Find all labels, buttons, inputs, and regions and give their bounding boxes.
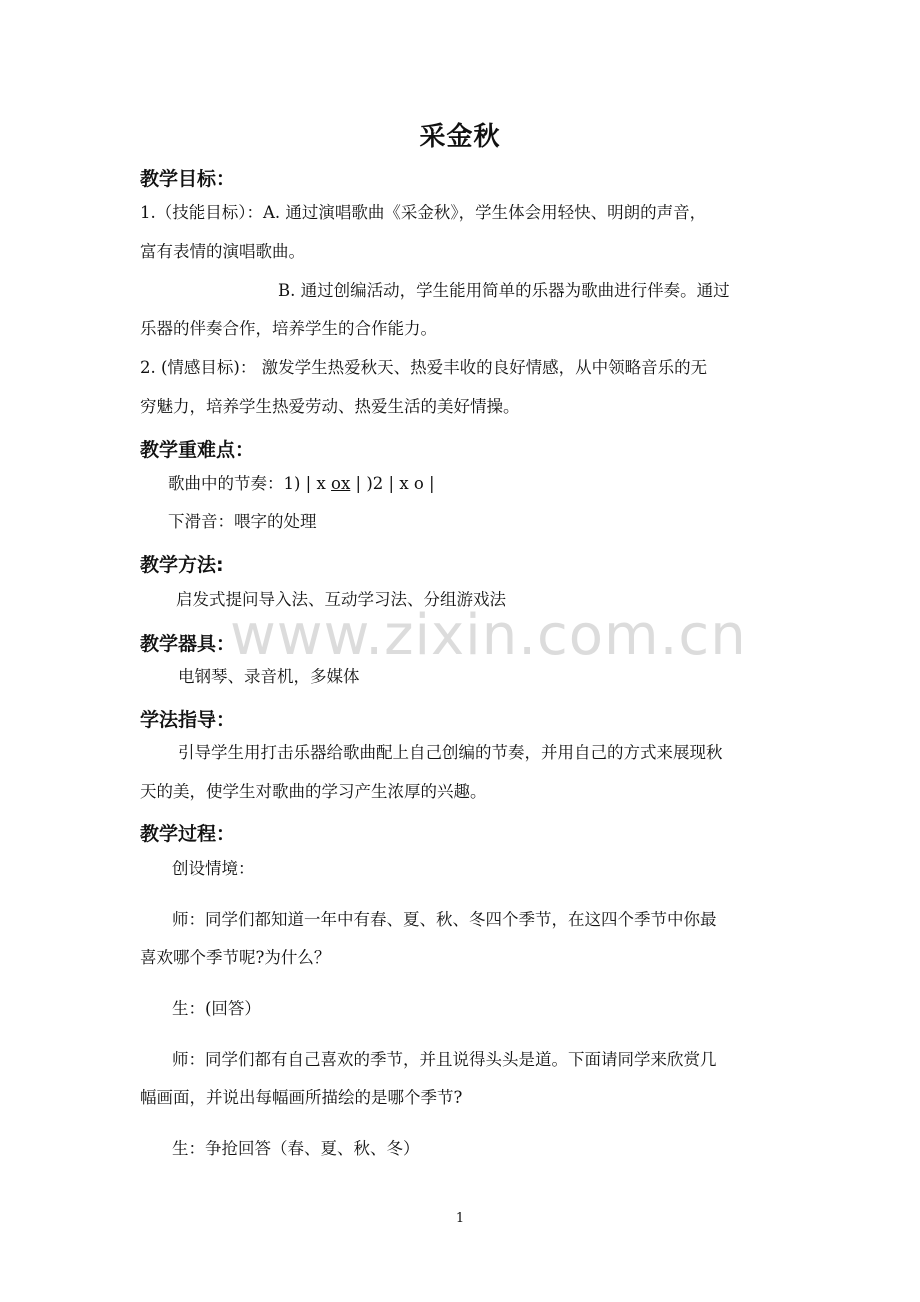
tools-line: 电钢琴、录音机，多媒体 xyxy=(178,667,360,686)
goal2-line2: 穷魅力，培养学生热爱劳动、热爱生活的美好情操。 xyxy=(140,397,520,416)
rhythm-line xyxy=(168,476,816,493)
teacher1-line2: 喜欢哪个季节呢?为什么？ xyxy=(140,948,331,967)
guide-line2: 天的美，使学生对歌曲的学习产生浓厚的兴趣。 xyxy=(140,782,487,801)
slide-line: 下滑音：喂字的处理 xyxy=(168,512,317,531)
document-title: 采金秋 xyxy=(419,122,501,152)
goal2-line1: 2. (情感目标)： 激发学生热爱秋天、热爱丰收的良好情感，从中领略音乐的无 xyxy=(140,358,708,377)
heading-guide: 学法指导： xyxy=(140,709,236,731)
goal1-line1: 1.（技能目标）：A. 通过演唱歌曲《采金秋》，学生体会用轻快、明朗的声音， xyxy=(140,203,707,222)
page-number: 1 xyxy=(455,1211,465,1226)
method-line: 启发式提问导入法、互动学习法、分组游戏法 xyxy=(176,590,506,609)
teacher2-line1: 师：同学们都有自己喜欢的季节，并且说得头头是道。下面请同学来欣赏几 xyxy=(172,1050,717,1069)
scene-line: 创设情境： xyxy=(172,859,255,878)
rhythm-underlined: ox xyxy=(331,474,351,493)
heading-goals: 教学目标： xyxy=(140,168,236,190)
goal1-line2: 富有表情的演唱歌曲。 xyxy=(140,242,305,261)
student2-line: 生：争抢回答（春、夏、秋、冬） xyxy=(172,1139,420,1158)
teacher1-line1: 师：同学们都知道一年中有春、夏、秋、冬四个季节，在这四个季节中你最 xyxy=(172,910,717,929)
heading-tools: 教学器具： xyxy=(140,633,236,655)
rhythm-suffix: | )2 | x o | xyxy=(350,474,435,493)
student1-line: 生：(回答） xyxy=(172,999,261,1018)
heading-process: 教学过程： xyxy=(140,823,236,845)
goal1b-line2: 乐器的伴奏合作，培养学生的合作能力。 xyxy=(140,319,437,338)
watermark: www.zixin.com.cn xyxy=(230,603,747,668)
teacher2-line2: 幅画面，并说出每幅画所描绘的是哪个季节? xyxy=(140,1088,463,1107)
heading-key-points: 教学重难点： xyxy=(140,439,255,461)
guide-line1: 引导学生用打击乐器给歌曲配上自己创编的节奏，并用自己的方式来展现秋 xyxy=(178,743,723,762)
rhythm-prefix: 歌曲中的节奏：1) | x xyxy=(168,474,332,493)
goal1b-line1: B. 通过创编活动，学生能用简单的乐器为歌曲进行伴奏。通过 xyxy=(278,281,730,300)
heading-method: 教学方法: xyxy=(140,554,224,576)
